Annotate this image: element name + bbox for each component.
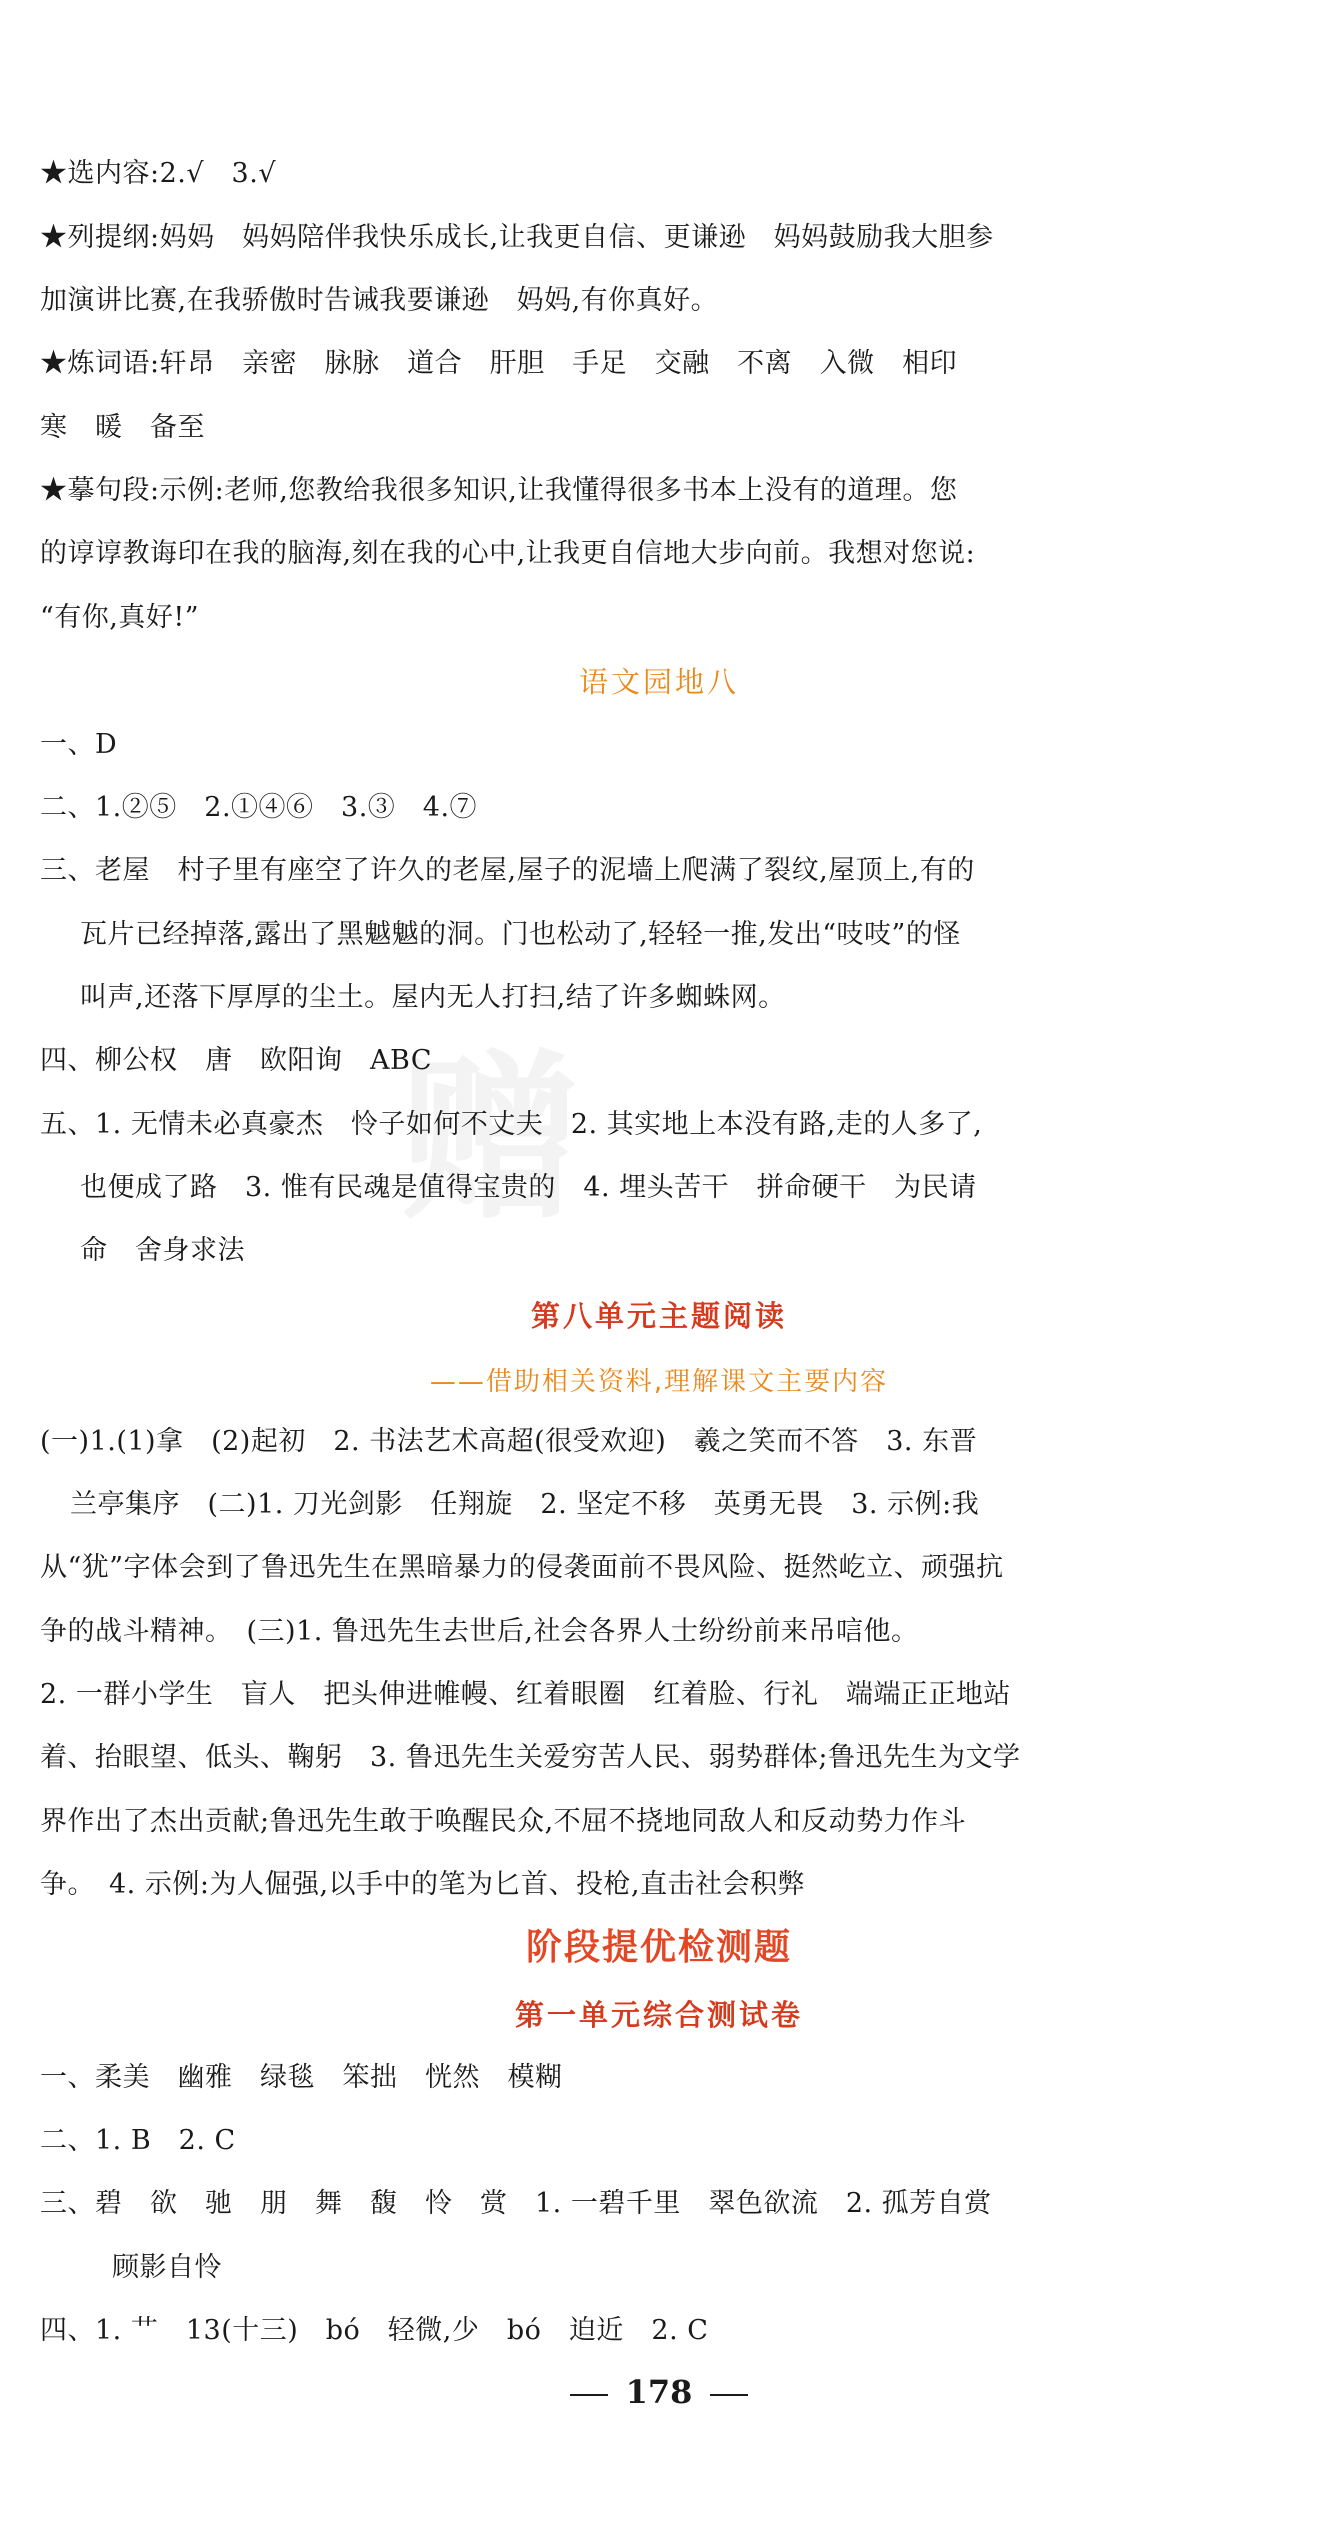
text-line: 三、碧 欲 驰 朋 舞 馥 怜 赏 1. 一碧千里 翠色欲流 2. 孤芳自赏 [40, 2188, 992, 2219]
part-heading: 阶段提优检测题 [525, 1927, 792, 1968]
text-line: 顾影自怜 [112, 2252, 222, 2283]
text-line: 五、1. 无情未必真豪杰 怜子如何不丈夫 2. 其实地上本没有路,走的人多了, [40, 1109, 983, 1140]
text-line: 四、1. 艹 13(十三) bó 轻微,少 bó 迫近 2. C [40, 2315, 709, 2346]
text-line: 的谆谆教诲印在我的脑海,刻在我的心中,让我更自信地大步向前。我想对您说: [40, 538, 976, 569]
text-line: 寒 暖 备至 [40, 412, 205, 443]
text-line: 二、1.②⑤ 2.①④⑥ 3.③ 4.⑦ [40, 792, 478, 823]
text-line: 着、抬眼望、低头、鞠躬 3. 鲁迅先生关爱穷苦人民、弱势群体;鲁迅先生为文学 [40, 1742, 1021, 1773]
section-heading: 第八单元主题阅读 [530, 1299, 787, 1333]
text-line: 争。 4. 示例:为人倔强,以手中的笔为匕首、投枪,直击社会积弊 [40, 1869, 806, 1900]
text-line: 加演讲比赛,在我骄傲时告诫我要谦逊 妈妈,有你真好。 [40, 285, 719, 316]
page-number-dash-left [570, 2394, 608, 2396]
text-line: (一)1.(1)拿 (2)起初 2. 书法艺术高超(很受欢迎) 羲之笑而不答 3. 东晋 [40, 1426, 978, 1457]
text-line: 二、1. B 2. C [40, 2125, 236, 2156]
page-number-dash-right [710, 2394, 748, 2396]
text-line: 一、柔美 幽雅 绿毯 笨拙 恍然 模糊 [40, 2062, 563, 2093]
text-line: 兰亭集序 (二)1. 刀光剑影 任翔旋 2. 坚定不移 英勇无畏 3. 示例:我 [70, 1489, 980, 1520]
text-line: 命 舍身求法 [80, 1235, 245, 1266]
section-heading: 语文园地八 [578, 665, 739, 699]
text-line: 四、柳公权 唐 欧阳询 ABC [40, 1045, 432, 1076]
text-line: 争的战斗精神。 (三)1. 鲁迅先生去世后,社会各界人士纷纷前来吊唁他。 [40, 1616, 919, 1647]
text-line: ★炼词语:轩昂 亲密 脉脉 道合 肝胆 手足 交融 不离 入微 相印 [40, 348, 958, 379]
page-number-value: 178 [625, 2373, 693, 2411]
text-line: 叫声,还落下厚厚的尘土。屋内无人打扫,结了许多蜘蛛网。 [80, 982, 786, 1013]
text-line: ★摹句段:示例:老师,您教给我很多知识,让我懂得很多书本上没有的道理。您 [40, 475, 958, 506]
section-heading: 第一单元综合测试卷 [514, 1998, 803, 2032]
text-line: 2. 一群小学生 盲人 把头伸进帷幔、红着眼圈 红着脸、行礼 端端正正地站 [40, 1679, 1011, 1710]
text-line: ★列提纲:妈妈 妈妈陪伴我快乐成长,让我更自信、更谦逊 妈妈鼓励我大胆参 [40, 222, 994, 253]
page-number [0, 2372, 1318, 2412]
text-line: 瓦片已经掉落,露出了黑魆魆的洞。门也松动了,轻轻一推,发出“吱吱”的怪 [80, 919, 961, 950]
text-line: 界作出了杰出贡献;鲁迅先生敢于唤醒民众,不屈不挠地同敌人和反动势力作斗 [40, 1806, 967, 1837]
section-subheading: ——借助相关资料,理解课文主要内容 [429, 1367, 889, 1397]
text-line: 三、老屋 村子里有座空了许久的老屋,屋子的泥墙上爬满了裂纹,屋顶上,有的 [40, 855, 975, 886]
text-line: ★选内容:2.√ 3.√ [40, 158, 277, 189]
text-line: 从“犹”字体会到了鲁迅先生在黑暗暴力的侵袭面前不畏风险、挺然屹立、顽强抗 [40, 1552, 1004, 1583]
text-line: 一、D [40, 729, 118, 760]
text-line: 也便成了路 3. 惟有民魂是值得宝贵的 4. 埋头苦干 拼命硬干 为民请 [80, 1172, 977, 1203]
watermark: 赠 [400, 1035, 581, 1244]
text-line: “有你,真好!” [40, 602, 200, 633]
